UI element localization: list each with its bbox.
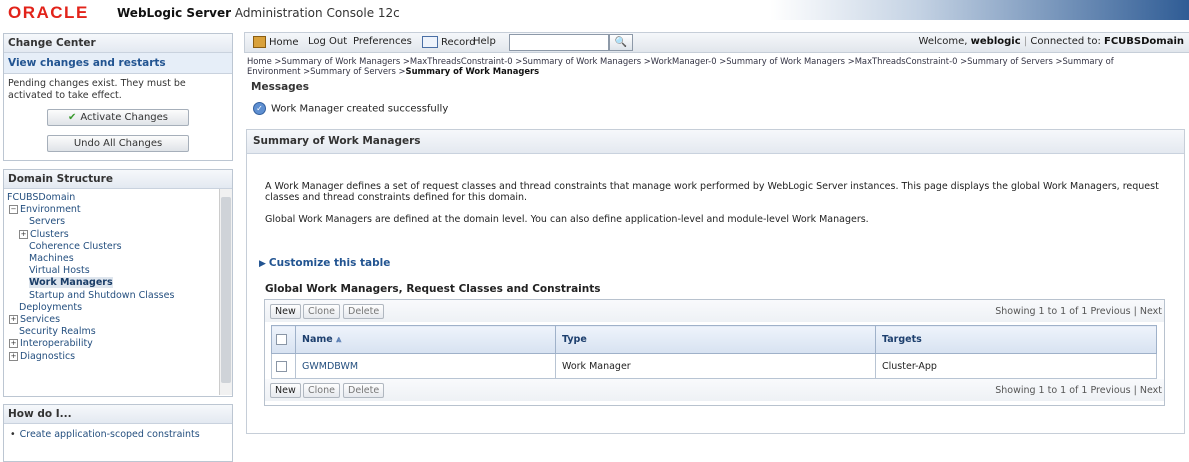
help-link[interactable]: Help [473,36,496,47]
customize-table-link[interactable]: ▶ Customize this table [259,257,391,269]
change-center-title: Change Center [4,34,232,53]
cell-targets: Cluster-App [876,354,1157,379]
tree-item-clusters[interactable]: + Clusters [20,228,69,240]
clone-button[interactable]: Clone [303,304,340,319]
table-toolbar-bottom [265,379,1164,401]
how-do-i-title: How do I... [4,405,232,424]
data-grid [271,325,1157,379]
new-button-bottom[interactable]: New [270,383,301,398]
collapse-icon[interactable]: − [10,205,17,214]
summary-panel [246,129,1185,434]
tree-item-work-managers[interactable]: Work Managers [29,277,113,289]
view-changes-link[interactable]: View changes and restarts [4,53,232,74]
tree-item-interoperability[interactable]: + Interoperability [10,338,93,350]
work-manager-link[interactable]: GWMDBWM [302,360,359,372]
domain-structure-panel [3,169,233,397]
paging-info[interactable]: Showing 1 to 1 of 1 Previous | Next [995,306,1162,317]
delete-button[interactable]: Delete [343,304,384,319]
sort-ascending-icon[interactable]: ⩓ [336,334,342,345]
change-center-panel [3,33,233,161]
checkmark-icon: ✓ [253,102,266,115]
expand-icon[interactable]: + [10,339,17,348]
clone-button-bottom[interactable]: Clone [303,383,340,398]
how-do-i-panel [3,404,233,462]
banner-gradient [770,0,1189,20]
domain-structure-title: Domain Structure [4,170,232,189]
oracle-logo: ORACLE [8,3,89,22]
top-toolbar [244,32,1189,53]
tree-item-servers[interactable]: Servers [29,216,66,228]
scrollbar-thumb[interactable] [221,197,231,383]
tree-item-diagnostics[interactable]: + Diagnostics [10,350,76,362]
tree-item-deployments[interactable]: Deployments [19,301,83,313]
tree-scrollbar[interactable] [219,189,232,395]
preferences-link[interactable]: Preferences [353,36,412,47]
column-header-name[interactable]: Name ⩓ [296,326,556,354]
tree-item-services[interactable]: + Services [10,314,61,326]
expand-icon[interactable]: + [10,351,17,360]
record-icon [422,36,438,48]
work-managers-table [264,299,1165,406]
paging-info-bottom[interactable]: Showing 1 to 1 of 1 Previous | Next [995,385,1162,396]
column-header-targets[interactable]: Targets [876,326,1157,354]
checkmark-icon: ✔ [67,112,77,123]
table-toolbar-top [265,300,1164,322]
column-header-type[interactable]: Type [556,326,876,354]
home-link[interactable]: Home [253,36,299,48]
tree-item-environment[interactable]: − Environment [10,204,81,216]
search-icon: 🔍 [614,37,628,48]
description-text-2: Global Work Managers are defined at the domain level. You can also define application-level and module-level Work Managers. [265,214,869,225]
domain-tree [4,189,232,363]
table-caption: Global Work Managers, Request Classes and Constraints [265,283,601,295]
record-link[interactable]: Record [422,36,476,48]
triangle-right-icon: ▶ [259,259,266,269]
tree-item-security-realms[interactable]: Security Realms [19,326,96,338]
home-icon [253,36,266,48]
messages-title: Messages [251,81,310,93]
select-all-checkbox[interactable] [276,334,287,345]
row-checkbox[interactable] [276,361,287,372]
tree-item-virtual-hosts[interactable]: Virtual Hosts [29,265,90,277]
expand-icon[interactable]: + [10,315,17,324]
expand-icon[interactable]: + [20,229,27,238]
table-header-row [272,326,1157,354]
search-input[interactable] [509,34,609,51]
tree-item-startup-shutdown-classes[interactable]: Startup and Shutdown Classes [29,289,175,301]
table-row [272,354,1157,379]
activate-changes-button[interactable]: ✔ Activate Changes [47,109,189,126]
logout-link[interactable]: Log Out [308,36,348,47]
tree-item-coherence-clusters[interactable]: Coherence Clusters [29,240,122,252]
tree-item-domain[interactable]: FCUBSDomain [7,192,76,203]
breadcrumb[interactable]: Home >Summary of Work Managers >MaxThreadsConstraint-0 >Summary of Work Managers >WorkManager-0 >Summary of Work Managers >MaxThreadsConstraint-0 >Summary of Servers >Summary of Environment >Summary of Servers >Summary of Work Managers [247,56,1114,76]
new-button[interactable]: New [270,304,301,319]
how-do-i-link[interactable]: • Create application-scoped constraints [4,424,232,445]
delete-button-bottom[interactable]: Delete [343,383,384,398]
undo-all-changes-button[interactable]: Undo All Changes [47,135,189,152]
cell-type: Work Manager [556,354,876,379]
welcome-text: Welcome, weblogic | Connected to: FCUBSDomain [918,36,1184,47]
product-title: WebLogic Server Administration Console 12c [117,6,400,20]
select-all-cell[interactable] [272,326,296,354]
description-text: A Work Manager defines a set of request classes and thread constraints that manage work performed by WebLogic Server instances. This page displays the global Work Managers, request classes and thread constraints defined for this domain. [265,181,1159,203]
tree-item-machines[interactable]: Machines [29,253,74,265]
row-select-cell[interactable] [272,354,296,379]
success-message: ✓ Work Manager created successfully [253,102,448,115]
header-banner [0,0,1189,24]
search-button[interactable] [609,34,633,51]
cell-name[interactable] [296,354,556,379]
summary-title: Summary of Work Managers [247,130,1184,154]
pending-changes-message: Pending changes exist. They must be activated to take effect. [8,78,186,101]
